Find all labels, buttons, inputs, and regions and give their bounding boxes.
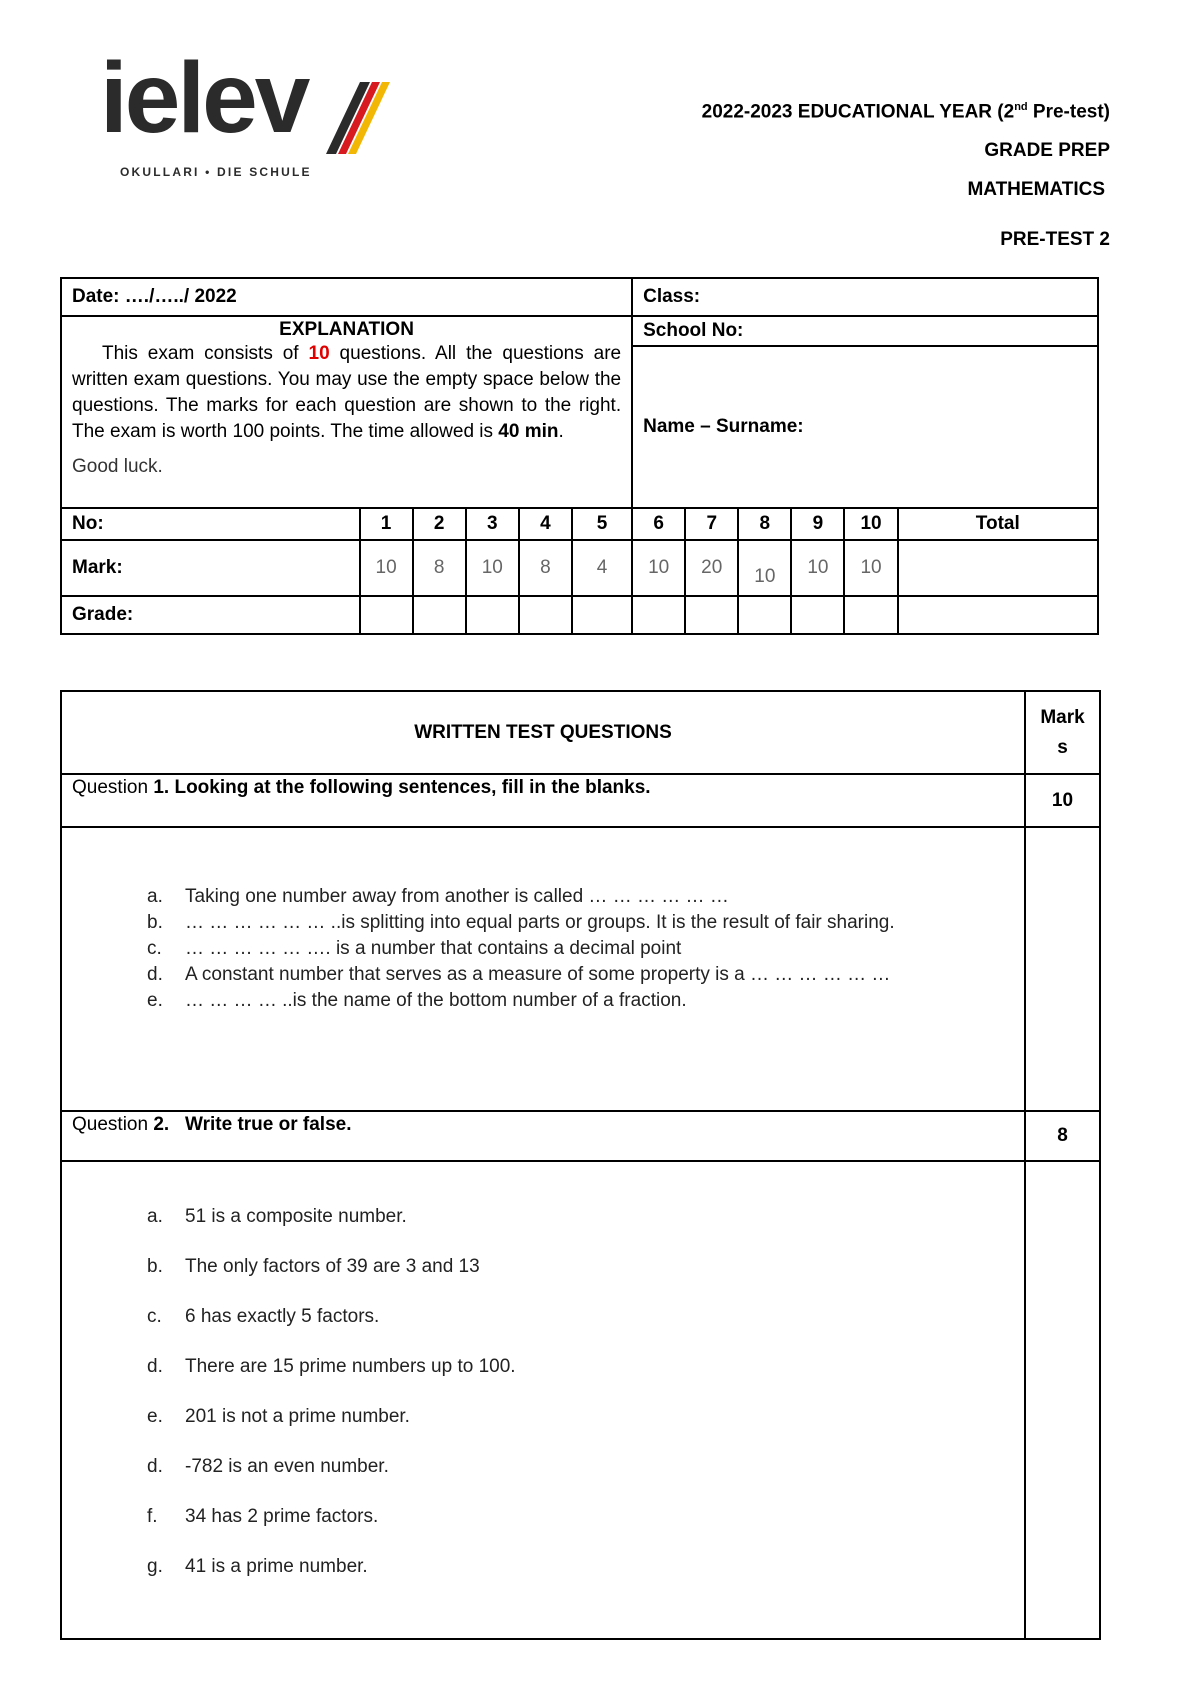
- marks-row: [61, 540, 1098, 596]
- question-1-heading: Question 1. Looking at the following sentences, fill in the blanks.: [61, 774, 1025, 827]
- question-number: 10: [844, 508, 897, 540]
- grade-cell[interactable]: [791, 596, 844, 634]
- grade-cell[interactable]: [632, 596, 685, 634]
- logo-wordmark: ielev: [100, 42, 308, 154]
- written-test-table: [60, 690, 1101, 1640]
- explanation-box: [61, 316, 632, 508]
- question-1-mark: 10: [1025, 774, 1100, 827]
- grade-level: GRADE PREP: [984, 140, 1110, 161]
- marks-column-header: Mark s: [1025, 691, 1100, 774]
- list-item: g. 41 is a prime number.: [147, 1556, 368, 1577]
- explanation-title: EXPLANATION: [279, 319, 414, 340]
- list-item: f. 34 has 2 prime factors.: [147, 1506, 379, 1527]
- question-2-mark: 8: [1025, 1111, 1100, 1161]
- list-item: d. A constant number that serves as a measure of some property is a … … … … … …: [147, 964, 891, 985]
- grade-cell[interactable]: [360, 596, 413, 634]
- question-mark: 8: [413, 540, 466, 596]
- question-mark: 10: [844, 540, 897, 596]
- list-item: b. The only factors of 39 are 3 and 13: [147, 1256, 480, 1277]
- grade-row: [61, 596, 1098, 634]
- question-number: 6: [632, 508, 685, 540]
- total-label: Total: [898, 508, 1098, 540]
- grade-label: Grade:: [61, 596, 360, 634]
- class-field[interactable]: Class:: [632, 278, 1098, 316]
- question-mark: 10: [738, 540, 791, 596]
- subject: MATHEMATICS: [967, 179, 1105, 200]
- question-number: 1: [360, 508, 413, 540]
- list-item: d. There are 15 prime numbers up to 100.: [147, 1356, 516, 1377]
- question-2-body: [61, 1161, 1025, 1639]
- question-1-body: [61, 827, 1025, 1111]
- grade-cell[interactable]: [685, 596, 738, 634]
- question-number: 3: [466, 508, 519, 540]
- good-luck-text: Good luck.: [72, 456, 163, 477]
- grade-cell[interactable]: [466, 596, 519, 634]
- question-1-mark-space: [1025, 827, 1100, 1111]
- question-number: 2: [413, 508, 466, 540]
- question-numbers-row: [61, 508, 1098, 540]
- explanation-text: This exam consists of 10 questions. All the questions are written exam questions. You may use the empty space below the questions. The marks for each question are shown to the right. The exam is worth 100 points. The time allowed is 40 min.: [72, 343, 622, 442]
- list-item: a. Taking one number away from another is called … … … … … …: [147, 886, 729, 907]
- test-name: PRE-TEST 2: [1000, 229, 1110, 250]
- question-mark: 4: [572, 540, 632, 596]
- list-item: a. 51 is a composite number.: [147, 1206, 407, 1227]
- school-logo: [100, 42, 385, 182]
- question-number: 7: [685, 508, 738, 540]
- question-mark: 10: [791, 540, 844, 596]
- question-1-list: [147, 884, 1024, 1014]
- school-no-field[interactable]: School No:: [632, 316, 1098, 346]
- question-number: 9: [791, 508, 844, 540]
- logo-stripes-icon: [322, 82, 392, 154]
- written-test-title: WRITTEN TEST QUESTIONS: [61, 691, 1025, 774]
- exam-info-table: [60, 277, 1099, 635]
- list-item: c. … … … … … …. is a number that contains a decimal point: [147, 938, 682, 959]
- list-item: c. 6 has exactly 5 factors.: [147, 1306, 380, 1327]
- name-surname-field[interactable]: Name – Surname:: [632, 346, 1098, 508]
- date-field[interactable]: Date: …./…../ 2022: [61, 278, 632, 316]
- list-item: e. … … … … ..is the name of the bottom number of a fraction.: [147, 990, 687, 1011]
- mark-label: Mark:: [61, 540, 360, 596]
- grade-cell[interactable]: [738, 596, 791, 634]
- question-number: 5: [572, 508, 632, 540]
- educational-year: 2022-2023 EDUCATIONAL YEAR (2nd Pre-test): [701, 101, 1110, 123]
- grade-cell[interactable]: [413, 596, 466, 634]
- question-number: 4: [519, 508, 572, 540]
- grade-cell[interactable]: [572, 596, 632, 634]
- question-2-list: [147, 1192, 1024, 1592]
- question-mark: 10: [632, 540, 685, 596]
- list-item: e. 201 is not a prime number.: [147, 1406, 410, 1427]
- total-mark-cell: [898, 540, 1098, 596]
- list-item: d. -782 is an even number.: [147, 1456, 389, 1477]
- no-label: No:: [61, 508, 360, 540]
- grade-cell[interactable]: [844, 596, 897, 634]
- question-mark: 8: [519, 540, 572, 596]
- question-2-heading: Question 2. Write true or false.: [61, 1111, 1025, 1161]
- total-grade-cell[interactable]: [898, 596, 1098, 634]
- grade-cell[interactable]: [519, 596, 572, 634]
- question-number: 8: [738, 508, 791, 540]
- logo-tagline: OKULLARI • DIE SCHULE: [120, 165, 312, 179]
- question-2-mark-space: [1025, 1161, 1100, 1639]
- question-mark: 20: [685, 540, 738, 596]
- question-mark: 10: [466, 540, 519, 596]
- list-item: b. … … … … … … ..is splitting into equal parts or groups. It is the result of fair sharing.: [147, 912, 895, 933]
- question-mark: 10: [360, 540, 413, 596]
